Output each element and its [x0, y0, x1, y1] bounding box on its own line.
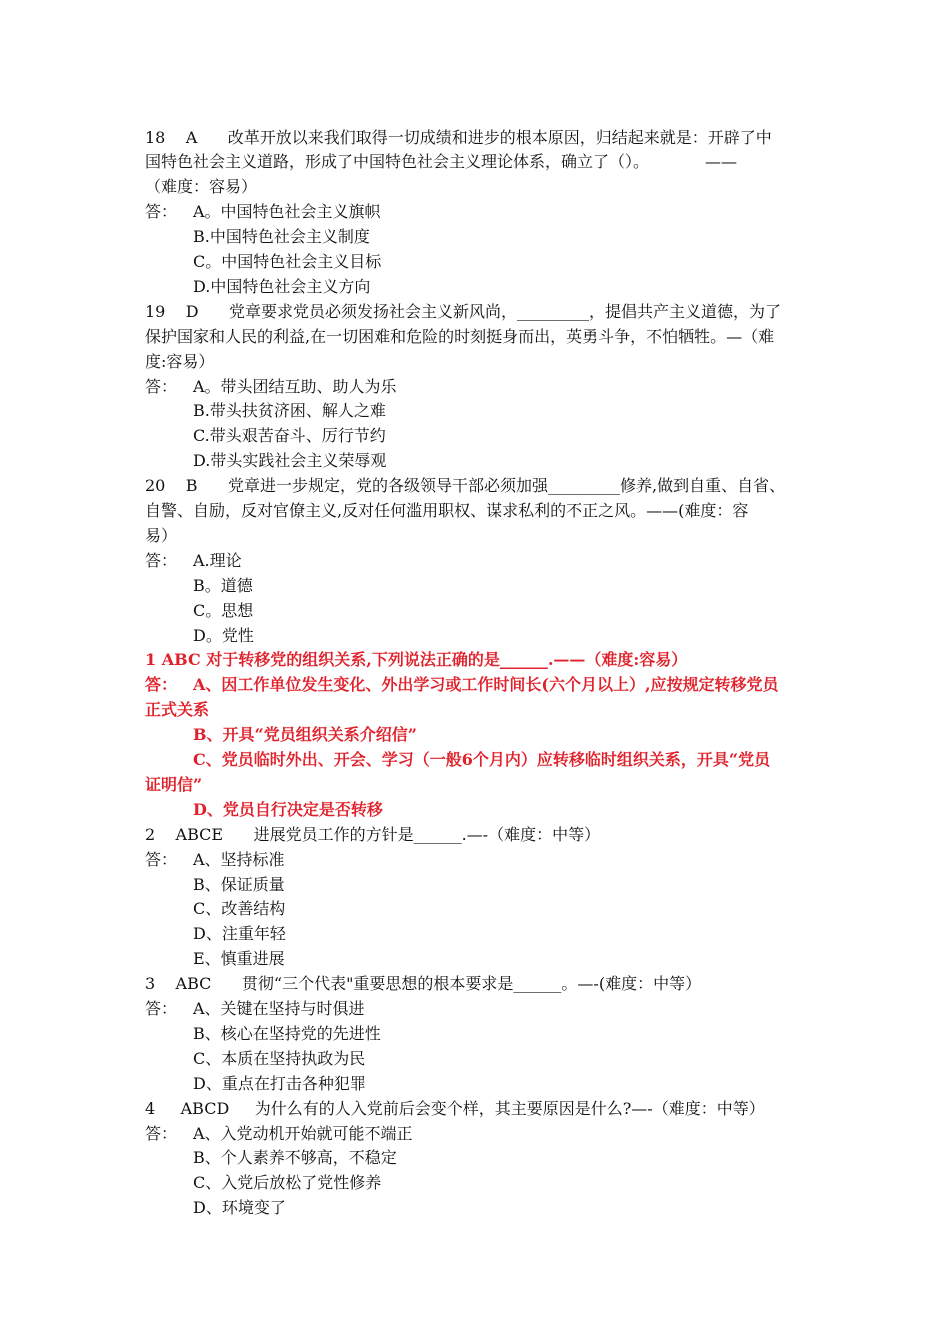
- text-line: [193, 1021, 810, 1046]
- line-text: D、环境变了: [193, 1198, 286, 1218]
- answer-label: 答：: [145, 1123, 178, 1143]
- text-line: [145, 971, 810, 996]
- text-line: [193, 573, 810, 598]
- line-text: A。中国特色社会主义旗帜: [193, 202, 381, 222]
- text-line: [193, 1145, 810, 1170]
- line-text: C、改善结构: [193, 899, 286, 919]
- line-text: B、个人素养不够高，不稳定: [193, 1148, 397, 1168]
- line-text: 3 ABC 贯彻“三个代表"重要思想的根本要求是______。—-(难度：中等）: [145, 974, 702, 994]
- text-line: [193, 1195, 810, 1220]
- text-line: [193, 921, 810, 946]
- line-text: B、核心在坚持党的先进性: [193, 1023, 381, 1043]
- line-text: D.带头实践社会主义荣辱观: [193, 451, 387, 471]
- text-line: [193, 1071, 810, 1096]
- text-line: [193, 623, 810, 648]
- line-text: B.中国特色社会主义制度: [193, 227, 370, 247]
- line-text: C、本质在坚持执政为民: [193, 1048, 366, 1068]
- text-line: [193, 896, 810, 921]
- text-line: [145, 822, 810, 847]
- text-line: [193, 249, 810, 274]
- line-text: C。中国特色社会主义目标: [193, 252, 382, 271]
- line-text: B。道德: [193, 575, 253, 595]
- line-text: C.带头艰苦奋斗、厉行节约: [193, 426, 386, 446]
- line-text: C、党员临时外出、开会、学习（一般6个月内）应转移临时组织关系，开具“党员: [193, 750, 771, 769]
- text-line: [145, 523, 810, 548]
- text-line: [145, 498, 810, 523]
- text-line: [145, 672, 810, 697]
- line-text: E、慎重进展: [193, 949, 285, 969]
- text-line: [145, 697, 810, 722]
- text-line: [145, 996, 810, 1021]
- line-text: D。党性: [193, 625, 254, 645]
- text-line: [145, 199, 810, 224]
- text-line: [193, 274, 810, 299]
- line-text: D、重点在打击各种犯罪: [193, 1073, 366, 1093]
- line-text: C、入党后放松了党性修养: [193, 1173, 382, 1193]
- text-line: [145, 125, 810, 150]
- text-line: [145, 349, 810, 374]
- text-line: [193, 872, 810, 897]
- text-line: [193, 1170, 810, 1195]
- line-text: B、保证质量: [193, 874, 285, 894]
- line-text: 20 B 党章进一步规定，党的各级领导干部必须加强_________修养,做到自重、自省、: [145, 476, 786, 496]
- line-text: 易）: [145, 525, 178, 545]
- text-line: [193, 797, 810, 822]
- line-text: A.理论: [193, 550, 242, 570]
- text-line: [193, 598, 810, 623]
- line-text: 2 ABCE 进展党员工作的方针是______.—-（难度：中等）: [145, 824, 601, 844]
- text-line: [145, 324, 810, 349]
- answer-label: 答：: [145, 849, 178, 869]
- text-line: [193, 423, 810, 448]
- text-line: [193, 448, 810, 473]
- line-text: A、坚持标准: [193, 849, 285, 869]
- line-text: 正式关系: [145, 700, 210, 720]
- text-line: [145, 772, 810, 797]
- text-line: [145, 1096, 810, 1121]
- text-line: [145, 847, 810, 872]
- line-text: C。思想: [193, 600, 254, 620]
- line-text: 度:容易）: [145, 351, 215, 371]
- line-text: A、入党动机开始就可能不端正: [193, 1123, 413, 1143]
- line-text: 自警、自励，反对官僚主义,反对任何滥用职权、谋求私利的不正之风。——(难度：容: [145, 501, 749, 520]
- answer-label: 答：: [145, 675, 178, 695]
- text-line: [145, 149, 810, 174]
- line-text: D.中国特色社会主义方向: [193, 276, 371, 296]
- line-text: 4 ABCD 为什么有的人入党前后会变个样，其主要原因是什么?—-（难度：中等）: [145, 1098, 765, 1118]
- line-text: A。带头团结互助、助人为乐: [193, 376, 397, 396]
- text-line: [193, 398, 810, 423]
- text-line: [193, 224, 810, 249]
- line-text: B.带头扶贫济困、解人之难: [193, 401, 386, 421]
- answer-label: 答：: [145, 550, 178, 570]
- answer-label: 答：: [145, 376, 178, 396]
- line-text: D、注重年轻: [193, 924, 286, 944]
- text-line: [145, 174, 810, 199]
- line-text: 1 ABC 对于转移党的组织关系,下列说法正确的是______.——（难度:容易）: [145, 650, 688, 670]
- line-text: （难度：容易）: [145, 177, 258, 197]
- line-text: 证明信”: [145, 774, 203, 794]
- text-line: [193, 1046, 810, 1071]
- answer-label: 答：: [145, 999, 178, 1018]
- text-line: [193, 946, 810, 971]
- line-text: 19 D 党章要求党员必须发扬社会主义新风尚，_________，提倡共产主义道德，为了: [145, 301, 782, 321]
- line-text: 国特色社会主义道路，形成了中国特色社会主义理论体系，确立了（）。 ——: [145, 152, 737, 172]
- line-text: A、关键在坚持与时俱进: [193, 999, 365, 1018]
- line-text: D、党员自行决定是否转移: [193, 799, 383, 819]
- text-line: [145, 1121, 810, 1146]
- text-line: [193, 722, 810, 747]
- line-text: B、开具“党员组织关系介绍信”: [193, 725, 417, 745]
- text-line: [145, 374, 810, 399]
- line-text: 18 A 改革开放以来我们取得一切成绩和进步的根本原因，归结起来就是：开辟了中: [145, 127, 772, 147]
- text-line: [193, 747, 810, 772]
- answer-label: 答：: [145, 202, 178, 222]
- text-line: [145, 299, 810, 324]
- text-line: [145, 647, 810, 672]
- line-text: A、因工作单位发生变化、外出学习或工作时间长(六个月以上）,应按规定转移党员: [193, 675, 779, 695]
- text-line: [145, 548, 810, 573]
- text-line: [145, 473, 810, 498]
- line-text: 保护国家和人民的利益,在一切困难和危险的时刻挺身而出，英勇斗争，不怕牺牲。—（难: [145, 326, 775, 346]
